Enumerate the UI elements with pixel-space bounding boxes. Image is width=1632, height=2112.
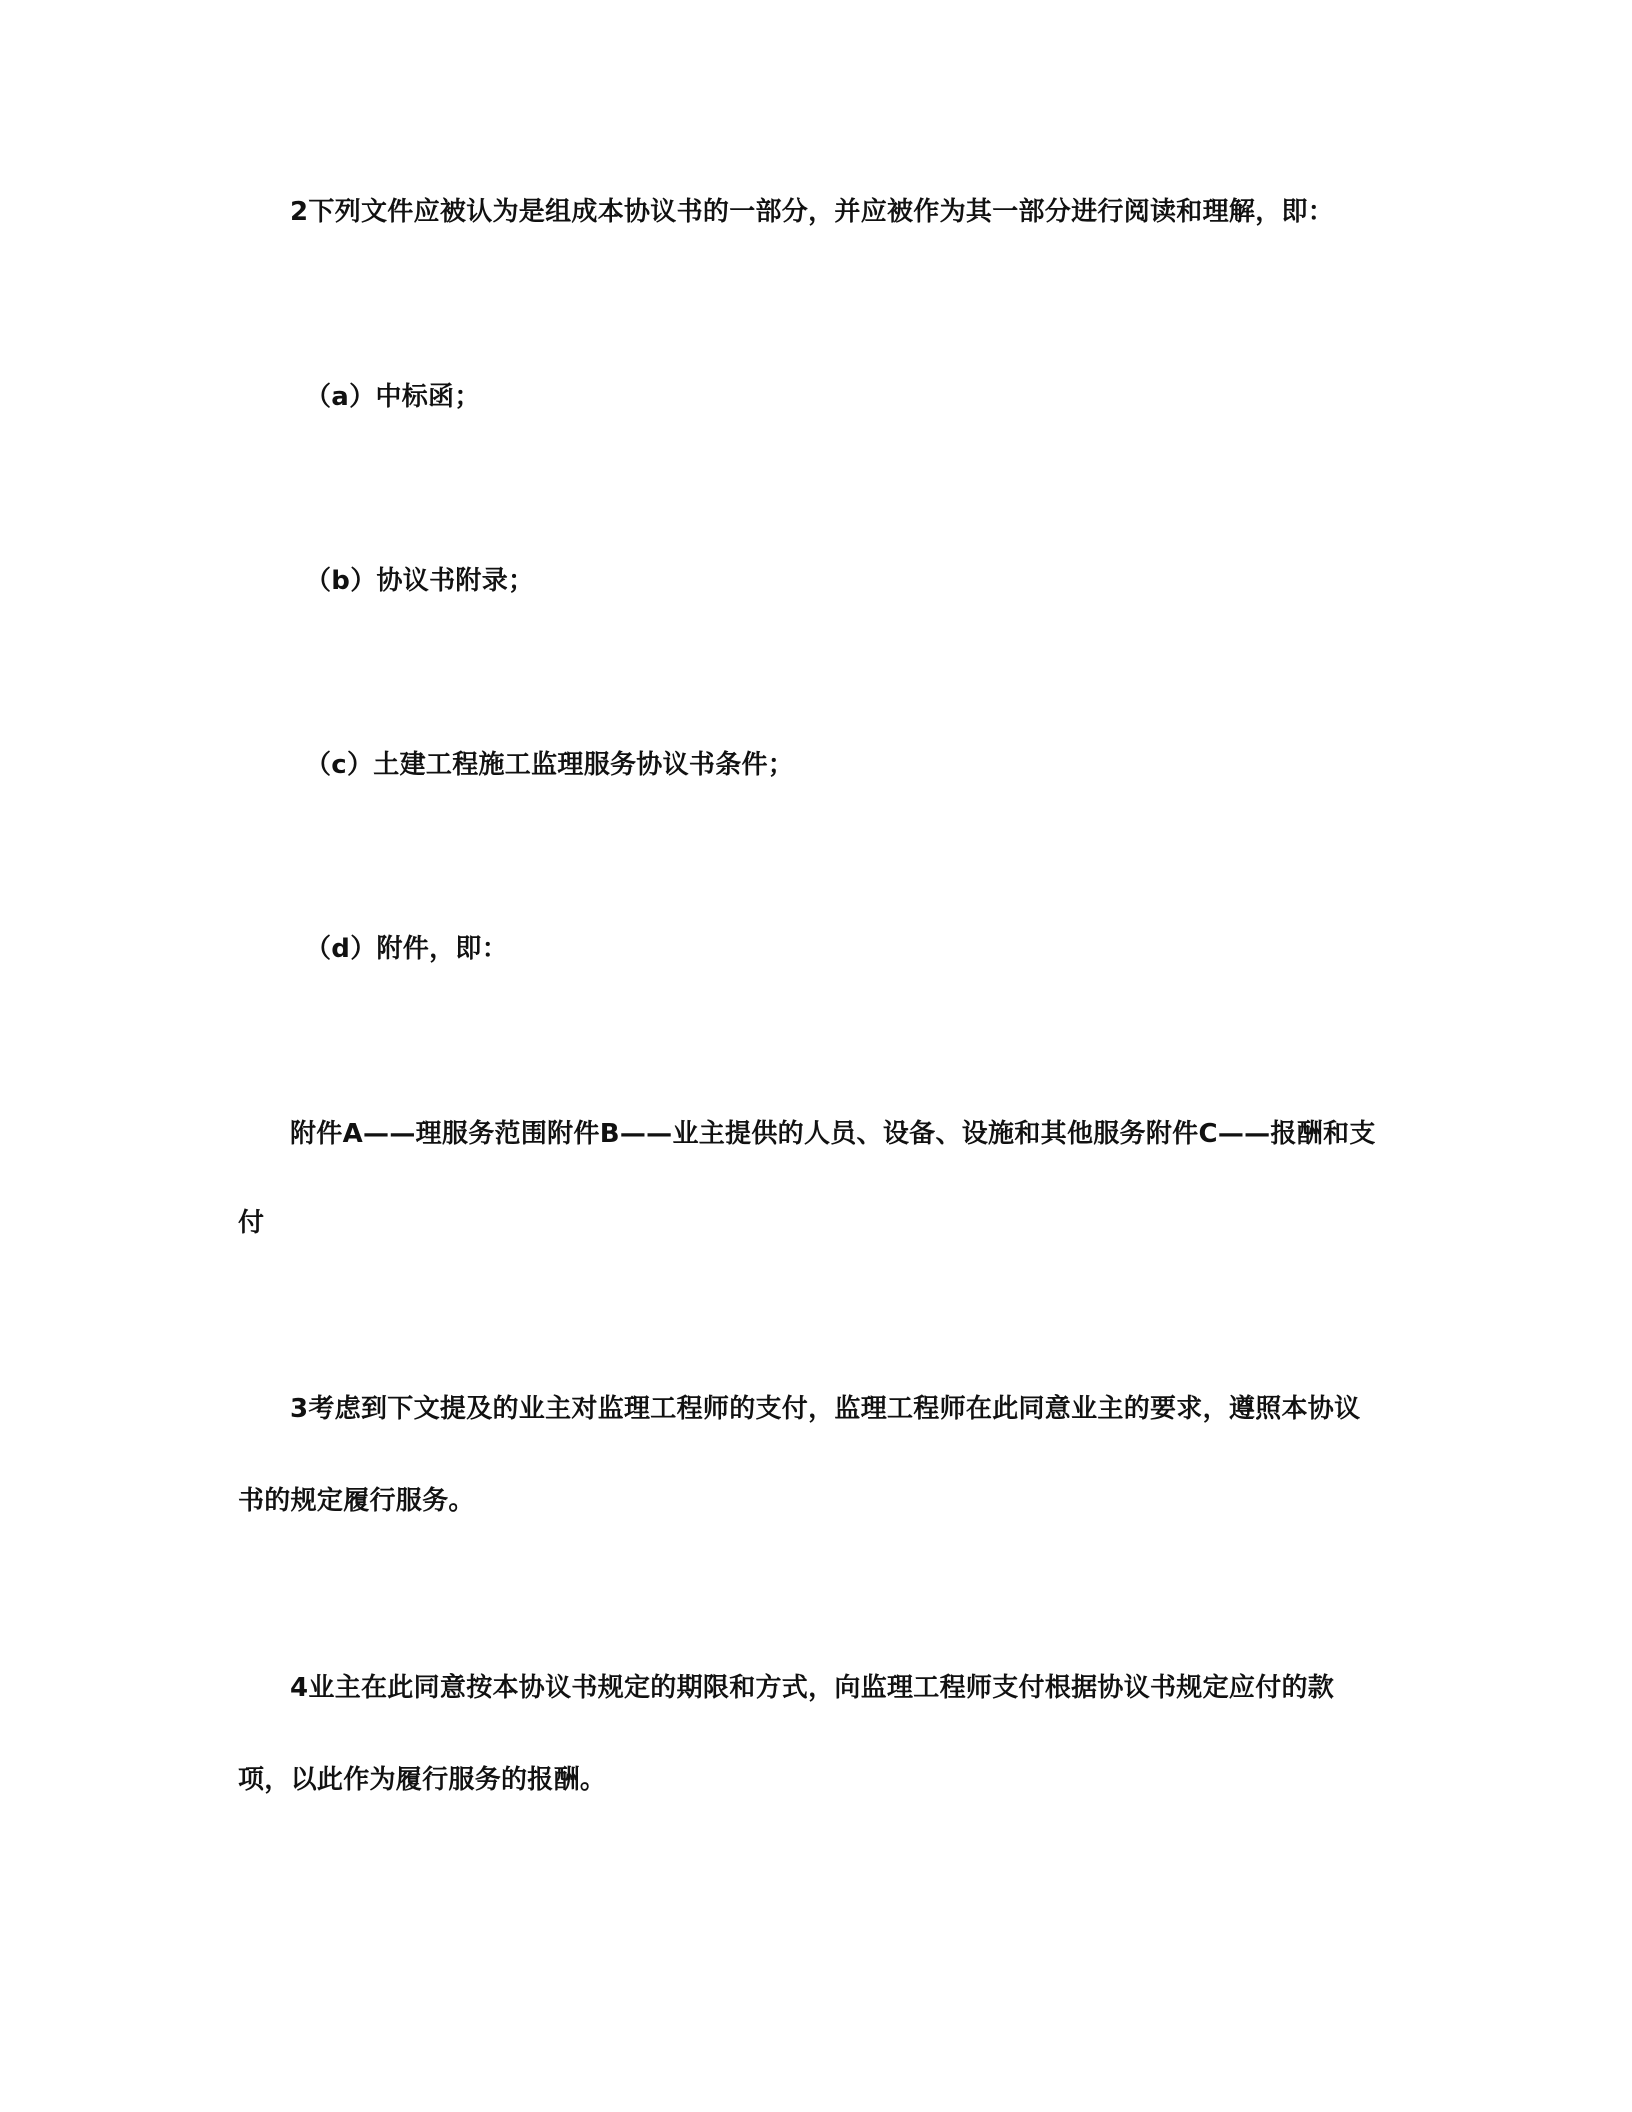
paragraph-4-line-1: 4业主在此同意按本协议书规定的期限和方式，向监理工程师支付根据协议书规定应付的款 [290, 1673, 1335, 1703]
paragraph-3-line-1: 3考虑到下文提及的业主对监理工程师的支付，监理工程师在此同意业主的要求，遵照本协议 [290, 1394, 1361, 1424]
paragraph-3-line-2: 书的规定履行服务。 [238, 1486, 475, 1516]
paragraph-2-intro: 2下列文件应被认为是组成本协议书的一部分，并应被作为其一部分进行阅读和理解，即： [290, 197, 1335, 227]
list-item-b: （b）协议书附录； [305, 566, 535, 596]
list-item-a: （a）中标函； [305, 382, 481, 412]
list-item-c: （c）土建工程施工监理服务协议书条件； [305, 750, 795, 780]
paragraph-4-line-2: 项，以此作为履行服务的报酬。 [238, 1765, 607, 1795]
list-item-d: （d）附件，即： [305, 934, 509, 964]
attachments-line-1: 附件A——理服务范围附件B——业主提供的人员、设备、设施和其他服务附件C——报酬和支 [290, 1119, 1376, 1149]
attachments-line-2: 付 [238, 1208, 265, 1238]
